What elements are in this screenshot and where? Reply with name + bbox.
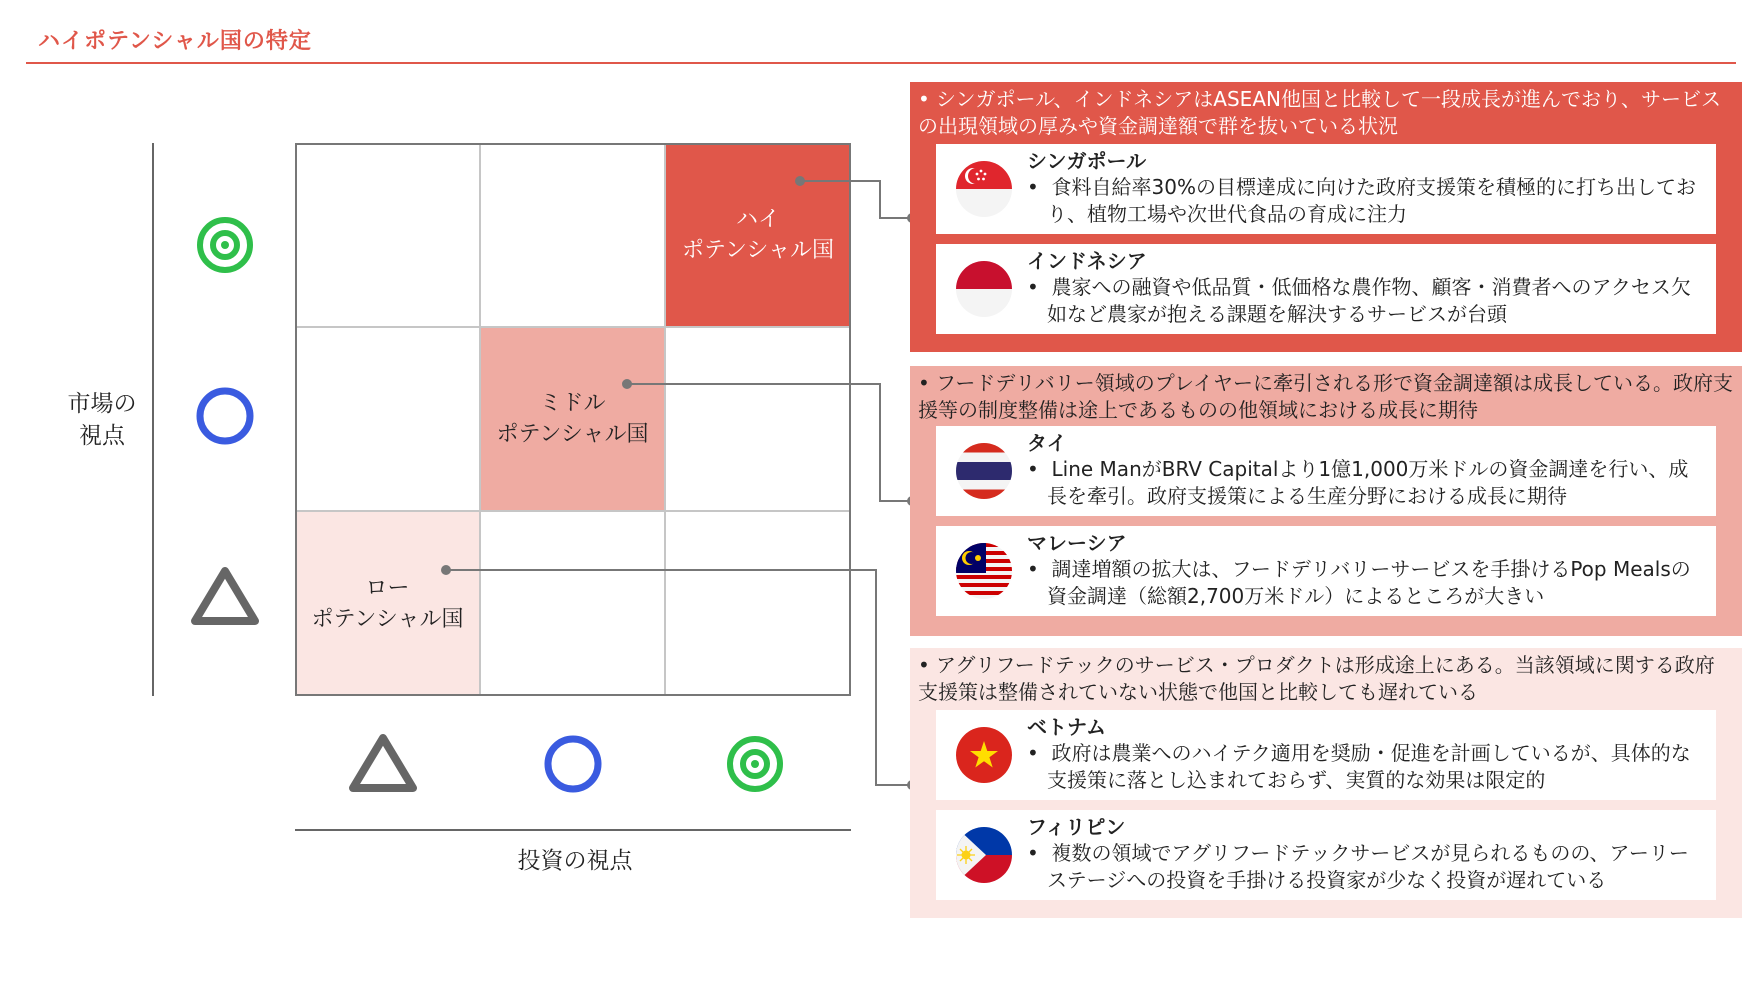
connector-dot: [795, 176, 805, 186]
middle-potential-label-line: ポテンシャル国: [496, 422, 649, 447]
panel-intro: • アグリフードテックのサービス・プロダクトは形成途上にある。当該領域に関する政府支援策は整備されていない状態で他国と比較しても遅れている: [918, 653, 1715, 704]
country-description-text: 農家への融資や低品質・低価格な農作物、顧客・消費者へのアクセス欠如など農家が抱える課題を解決するサービスが台頭: [1047, 275, 1691, 326]
country-description: • 食料自給率30%の目標達成に向けた政府支援策を積極的に打ち出しており、植物工場や次世代食品の育成に注力: [1027, 175, 1696, 226]
low-potential-panel: [910, 648, 1742, 918]
x-axis-label: 投資の視点: [517, 848, 633, 874]
connector-middle: [627, 384, 910, 501]
country-card: [936, 244, 1716, 334]
panel-intro-text: アグリフードテックのサービス・プロダクトは形成途上にある。当該領域に関する政府支援策は整備されていない状態で他国と比較しても遅れている: [918, 653, 1715, 704]
country-description-text: 調達増額の拡大は、フードデリバリーサービスを手掛けるPop Mealsの資金調達（総額2,700万米ドル）によるところが大きい: [1047, 557, 1691, 608]
middle-potential-panel: [910, 366, 1742, 636]
country-name: フィリピン: [1027, 815, 1126, 839]
country-card: [936, 526, 1716, 616]
page-title: ハイポテンシャル国の特定: [38, 29, 312, 54]
connector-high: [800, 181, 910, 218]
thailand-flag-icon: [956, 443, 1012, 499]
panel-intro: • フードデリバリー領域のプレイヤーに牽引される形で資金調達額は成長している。政府支援等の制度整備は途上であるものの他領域における成長に期待: [918, 371, 1733, 422]
country-name: インドネシア: [1027, 249, 1147, 273]
country-description: • Line ManがBRV Capitalより1億1,000万米ドルの資金調達を行い、成長を牽引。政府支援策による生産分野における成長に期待: [1027, 457, 1689, 508]
country-name: タイ: [1027, 431, 1067, 455]
country-description-text: Line ManがBRV Capitalより1億1,000万米ドルの資金調達を行い、成長を牽引。政府支援策による生産分野における成長に期待: [1047, 457, 1689, 508]
malaysia-flag-icon: [956, 543, 1012, 599]
connector-dot: [441, 565, 451, 575]
vietnam-flag-icon: [956, 727, 1012, 783]
high-potential-label-line: ポテンシャル国: [682, 238, 834, 263]
singapore-flag-icon: [956, 161, 1012, 217]
country-name: ベトナム: [1027, 715, 1106, 739]
country-description-text: 食料自給率30%の目標達成に向けた政府支援策を積極的に打ち出しており、植物工場や次世代食品の育成に注力: [1047, 175, 1696, 226]
low-potential-label-line: ポテンシャル国: [311, 606, 464, 632]
country-card: [936, 710, 1716, 800]
country-card: [936, 810, 1716, 900]
low-potential-label-line: ロー: [365, 575, 410, 601]
panel-intro: • シンガポール、インドネシアはASEAN他国と比較して一段成長が進んでおり、サービスの出現領域の厚みや資金調達額で群を抜いている状況: [918, 87, 1721, 138]
country-description: • 農家への融資や低品質・低価格な農作物、顧客・消費者へのアクセス欠如など農家が抱える課題を解決するサービスが台頭: [1027, 275, 1691, 326]
high-potential-panel: [910, 82, 1742, 352]
connector-dot: [622, 379, 632, 389]
connector-low: [446, 570, 910, 785]
panel-intro-text: シンガポール、インドネシアはASEAN他国と比較して一段成長が進んでおり、サービスの出現領域の厚みや資金調達額で群を抜いている状況: [918, 87, 1721, 138]
country-card: [936, 144, 1716, 234]
country-description: • 複数の領域でアグリフードテックサービスが見られるものの、アーリーステージへの投資を手掛ける投資家が少なく投資が遅れている: [1027, 841, 1689, 892]
high-potential-label-line: ハイ: [735, 207, 780, 232]
middle-potential-label-line: ミドル: [539, 391, 606, 416]
country-name: マレーシア: [1027, 531, 1127, 555]
country-description-text: 政府は農業へのハイテク適用を奨励・促進を計画しているが、具体的な支援策に落とし込まれておらず、実質的な効果は限定的: [1047, 741, 1691, 792]
indonesia-flag-icon: [956, 261, 1012, 317]
panel-intro-text: フードデリバリー領域のプレイヤーに牽引される形で資金調達額は成長している。政府支援等の制度整備は途上であるものの他領域における成長に期待: [918, 371, 1733, 422]
country-description-text: 複数の領域でアグリフードテックサービスが見られるものの、アーリーステージへの投資を手掛ける投資家が少なく投資が遅れている: [1047, 841, 1689, 892]
country-description: • 政府は農業へのハイテク適用を奨励・促進を計画しているが、具体的な支援策に落とし込まれておらず、実質的な効果は限定的: [1027, 741, 1691, 792]
country-name: シンガポール: [1027, 149, 1147, 173]
country-card: [936, 426, 1716, 516]
philippines-flag-icon: [956, 827, 1012, 883]
country-description: • 調達増額の拡大は、フードデリバリーサービスを手掛けるPop Mealsの資金調達（総額2,700万米ドル）によるところが大きい: [1027, 557, 1691, 608]
y-axis-label-line: 市場の: [67, 391, 137, 417]
y-axis-label-line: 視点: [79, 423, 125, 449]
